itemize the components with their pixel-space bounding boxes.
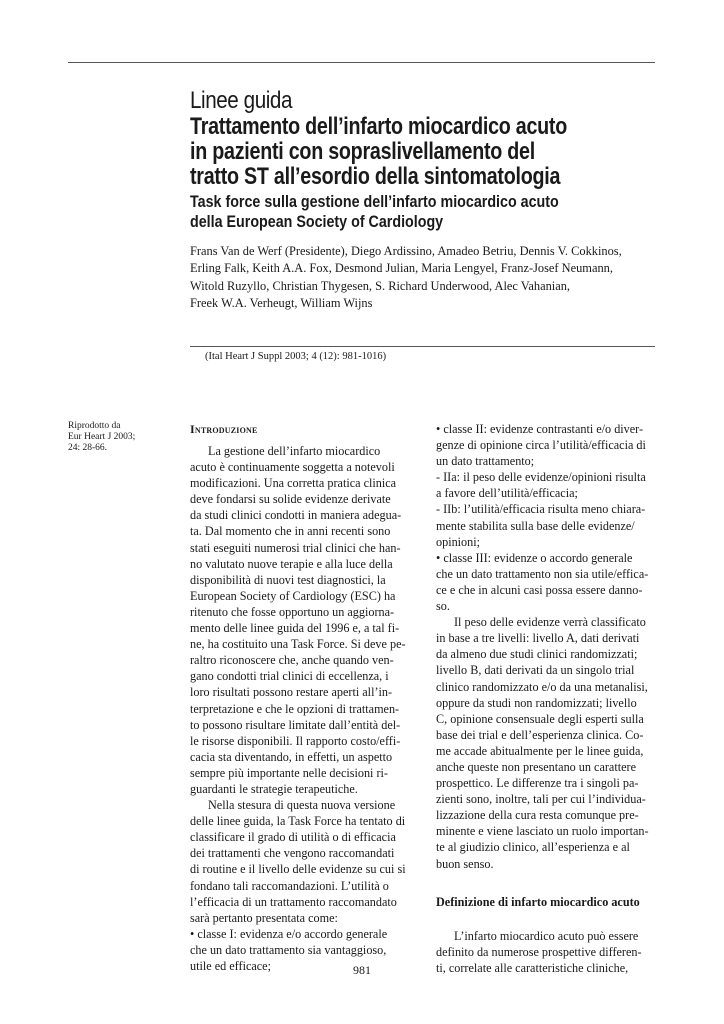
body-text-line: base dei trial e dell’esperienza clinica. Co- xyxy=(436,727,644,742)
body-text-line: classificare il grado di utilità o di efficacia xyxy=(190,830,396,845)
body-text-line: gano condotti trial clinici di eccellenza, i xyxy=(190,669,389,684)
body-text-line: European Society of Cardiology (ESC) ha xyxy=(190,588,396,603)
article-subtitle-line: della European Society of Cardiology xyxy=(190,212,444,231)
body-text-line: definito da numerose prospettive differen- xyxy=(436,944,642,959)
body-text-line: clinico randomizzato e/o da una metanalisi, xyxy=(436,679,648,694)
body-text-line: C, opinione consensuale degli esperti sulla xyxy=(436,711,644,726)
author-line: Erling Falk, Keith A.A. Fox, Desmond Julian, Maria Lengyel, Franz-Josef Neumann, xyxy=(190,261,613,276)
body-text-line: mento delle linee guida del 1996 e, a tal fi- xyxy=(190,621,400,636)
body-text-line: che un dato trattamento sia vantaggioso, xyxy=(190,942,387,957)
body-text-line: terpretazione e che le opzioni di trattamen- xyxy=(190,701,400,716)
body-text-line: da almeno due studi clinici randomizzati; xyxy=(436,647,638,662)
body-text-line: so. xyxy=(436,599,450,614)
body-text-line: che un dato trattamento non sia utile/effica- xyxy=(436,566,649,581)
journal-citation: (Ital Heart J Suppl 2003; 4 (12): 981-1016) xyxy=(205,351,387,362)
body-text-line: dei trattamenti che vengono raccomandati xyxy=(190,846,395,861)
body-text-line: deve fondarsi su solide evidenze derivate xyxy=(190,492,391,507)
subsection-heading: Definizione di infarto miocardico acuto xyxy=(436,894,640,909)
body-text-line: sarà pertanto presentata come: xyxy=(190,910,338,925)
body-text-line: Il peso delle evidenze verrà classificato xyxy=(454,615,646,630)
author-line: Witold Ruzyllo, Christian Thygesen, S. Richard Underwood, Alec Vahanian, xyxy=(190,278,570,293)
reprint-note-line: Eur Heart J 2003; xyxy=(68,431,136,442)
body-text-line: l’efficacia di un trattamento raccomandato xyxy=(190,894,397,909)
article-subtitle-line: Task force sulla gestione dell’infarto miocardico acuto xyxy=(190,192,559,211)
body-text-line: le risorse disponibili. Il rapporto costo/effi- xyxy=(190,733,401,748)
body-text-line: sempre più importante nelle decisioni ri- xyxy=(190,765,388,780)
reprint-note xyxy=(68,421,178,453)
body-text-line: raltro riconoscere che, anche quando ven- xyxy=(190,653,394,668)
body-text-line: stati eseguiti numerosi trial clinici che han- xyxy=(190,540,401,555)
body-text-line: fondano tali raccomandazioni. L’utilità o xyxy=(190,878,389,893)
body-text-line: anche queste non presentano un carattere xyxy=(436,759,636,774)
body-text-line: me accade abitualmente per le linee guida, xyxy=(436,743,644,758)
author-list xyxy=(190,243,660,312)
title-block xyxy=(190,88,660,232)
body-text-line: loro risultati possono restare aperti all’in- xyxy=(190,685,393,700)
body-text-line: in base a tre livelli: livello A, dati derivati xyxy=(436,631,640,646)
body-text-line: La gestione dell’infarto miocardico xyxy=(208,444,381,458)
section-spacer xyxy=(436,910,656,928)
body-text-line: un dato trattamento; xyxy=(436,454,535,469)
body-text-line: disponibilità di nuovi test diagnostici, la xyxy=(190,572,386,587)
body-text-line: to possono risultare limitate dall’entità del- xyxy=(190,717,401,732)
body-text-line: oppure da studi non randomizzati; livello xyxy=(436,695,637,710)
body-text-line: • classe II: evidenze contrastanti e/o diver- xyxy=(436,422,644,436)
body-text-line: delle linee guida, la Task Force ha tentato di xyxy=(190,814,406,829)
left-column xyxy=(190,421,410,974)
reprint-note-line: Riprodotto da xyxy=(68,421,121,431)
body-text-line: lizzazione della cura resta comunque pre- xyxy=(436,808,639,823)
body-text-line: mente stabilita sulla base delle evidenze/ xyxy=(436,518,635,533)
body-text-line: prospettico. Le differenze tra i singoli pa- xyxy=(436,776,639,791)
body-text-line: livello B, dati derivati da un singolo trial xyxy=(436,663,635,678)
section-heading-introduzione xyxy=(190,421,410,435)
author-line: Freek W.A. Verheugt, William Wijns xyxy=(190,295,373,310)
body-text-line: acuto è continuamente soggetta a notevoli xyxy=(190,460,395,475)
page-number: 981 xyxy=(353,963,371,977)
body-text-line: - IIa: il peso delle evidenze/opinioni risulta xyxy=(436,470,646,485)
article-title-line: in pazienti con sopraslivellamento del xyxy=(190,138,535,165)
body-text-line: cacia sta diventando, in effetti, un aspetto xyxy=(190,749,393,764)
body-text-line: • classe III: evidenze o accordo generale xyxy=(436,550,633,565)
body-text-line: da studi clinici condotti in maniera adegua- xyxy=(190,508,402,523)
author-line: Frans Van de Werf (Presidente), Diego Ardissino, Amadeo Betriu, Dennis V. Cokkinos, xyxy=(190,244,622,258)
body-text-line: zienti sono, inoltre, tali per cui l’individua- xyxy=(436,792,646,807)
body-text-line: - IIb: l’utilità/efficacia risulta meno chiara- xyxy=(436,502,646,517)
body-text-line: ritenuto che fosse opportuno un aggiorna- xyxy=(190,604,395,619)
body-text-line: opinioni; xyxy=(436,534,481,549)
article-title-line: tratto ST all’esordio della sintomatologia xyxy=(190,163,561,190)
article-subtitle xyxy=(190,192,585,232)
body-text-line: L’infarto miocardico acuto può essere xyxy=(454,928,639,943)
body-text-line: di routine e il livello delle evidenze su cui si xyxy=(190,862,406,877)
article-title xyxy=(190,114,575,189)
body-text-line: modificazioni. Una corretta pratica clinica xyxy=(190,476,397,491)
body-text-line: • classe I: evidenza e/o accordo generale xyxy=(190,926,388,941)
body-text-line: Nella stesura di questa nuova versione xyxy=(208,798,396,813)
body-text-line: genze di opinione circa l’utilità/efficacia di xyxy=(436,438,646,453)
body-text-line: te al giudizio clinico, all’esperienza e al xyxy=(436,840,630,855)
body-text-line: no valutato nuove terapie e alla luce della xyxy=(190,556,393,571)
section-heading-text: Introduzione xyxy=(190,422,258,436)
section-spacer xyxy=(436,872,656,894)
body-text-line: ta. Dal momento che in anni recenti sono xyxy=(190,524,391,539)
body-text-line: a favore dell’utilità/efficacia; xyxy=(436,486,578,501)
right-column-body xyxy=(436,421,656,872)
top-rule xyxy=(68,62,655,63)
body-text-line: ne, ha costituito una Task Force. Si deve pe- xyxy=(190,637,406,652)
body-text-line: buon senso. xyxy=(436,856,494,871)
body-text-line: ce e che in alcuni casi possa essere danno- xyxy=(436,582,643,597)
left-column-body xyxy=(190,443,410,974)
body-text-line: ti, correlate alle caratteristiche cliniche, xyxy=(436,960,629,975)
body-text-line: minente e viene lasciato un ruolo importan- xyxy=(436,824,649,839)
right-column xyxy=(436,421,656,976)
body-text-line: guardanti le strategie terapeutiche. xyxy=(190,781,358,796)
article-title-line: Trattamento dell’infarto miocardico acuto xyxy=(190,113,568,140)
body-text-line: utile ed efficace; xyxy=(190,959,271,973)
section-kicker: Linee guida xyxy=(190,87,293,114)
reprint-note-line: 24: 28-66. xyxy=(68,442,108,453)
citation-rule xyxy=(190,346,655,347)
